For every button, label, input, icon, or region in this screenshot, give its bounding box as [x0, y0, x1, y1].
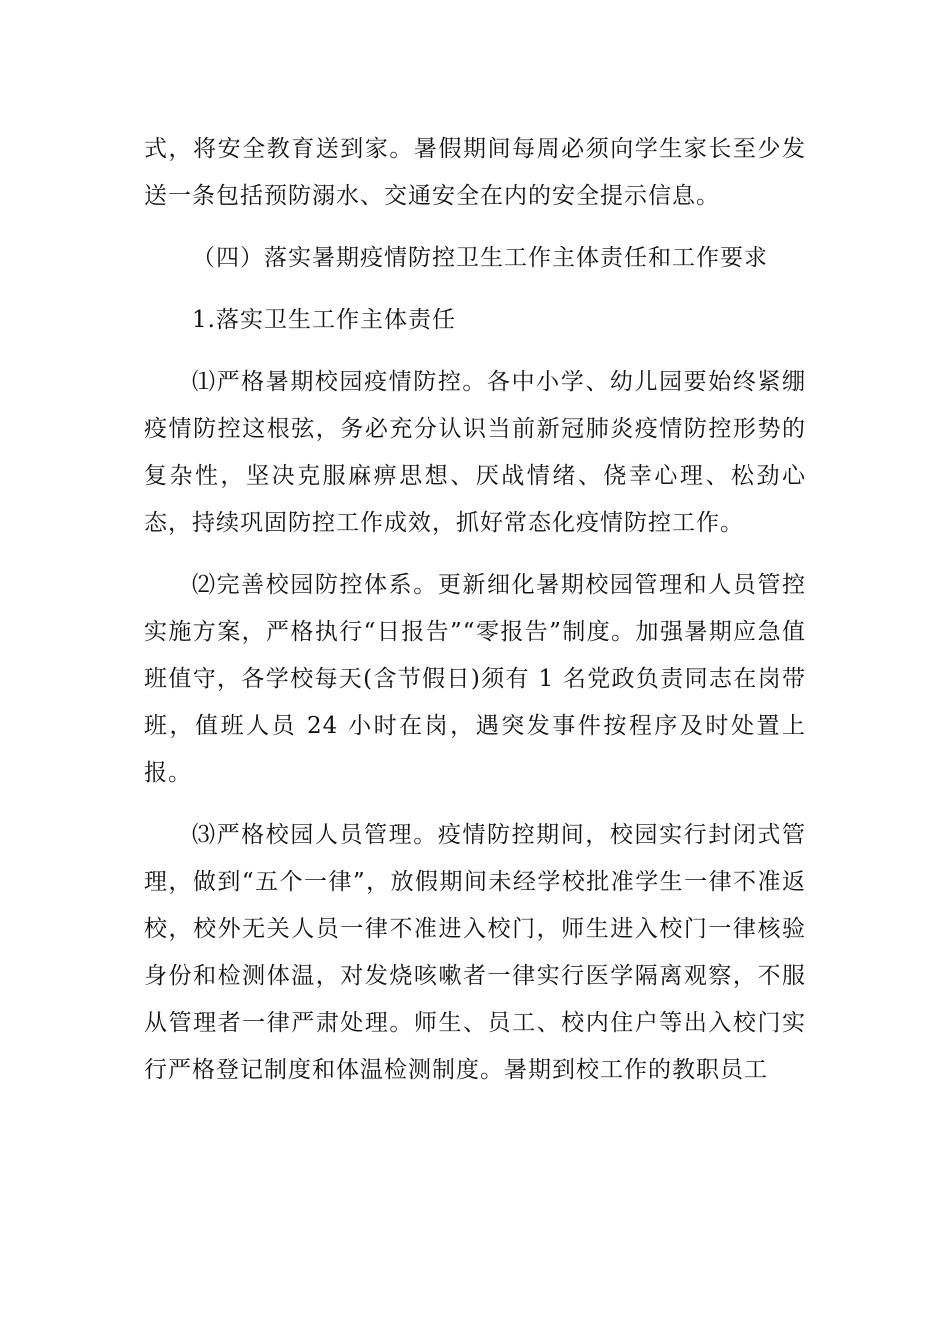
paragraph-continuation: 式，将安全教育送到家。暑假期间每周必须向学生家长至少发送一条包括预防溺水、交通安全在内的安全提示信息。 — [144, 136, 806, 209]
section-four-heading: （四）落实暑期疫情防控卫生工作主体责任和工作要求 — [192, 245, 768, 271]
document-body — [144, 126, 806, 1094]
item-1-heading: 1.落实卫生工作主体责任 — [192, 307, 456, 333]
paragraph-item-1-3: ⑶严格校园人员管理。疫情防控期间，校园实行封闭式管理，做到“五个一律”，放假期间未经学校批准学生一律不准返校，校外无关人员一律不准进入校门，师生进入校门一律核验身份和检测体温，对发烧咳嗽者一律实行医学隔离观察，不服从管理者一律严肃处理。师生、员工、校内住户等出入校门实行严格登记制度和体温检测制度。暑期到校工作的教职员工 — [144, 822, 806, 1083]
paragraph-item-1-2: ⑵完善校园防控体系。更新细化暑期校园管理和人员管控实施方案，严格执行“日报告”“零报告”制度。加强暑期应急值班值守，各学校每天(含节假日)须有 1 名党政负责同志在岗带班，值班人员 24 小时在岗，遇突发事件按程序及时处置上报。 — [144, 572, 806, 786]
paragraph-item-1-1: ⑴严格暑期校园疫情防控。各中小学、幼儿园要始终紧绷疫情防控这根弦，务必充分认识当前新冠肺炎疫情防控形势的复杂性，坚决克服麻痹思想、厌战情绪、侥幸心理、松劲心态，持续巩固防控工作成效，抓好常态化疫情防控工作。 — [144, 369, 806, 536]
